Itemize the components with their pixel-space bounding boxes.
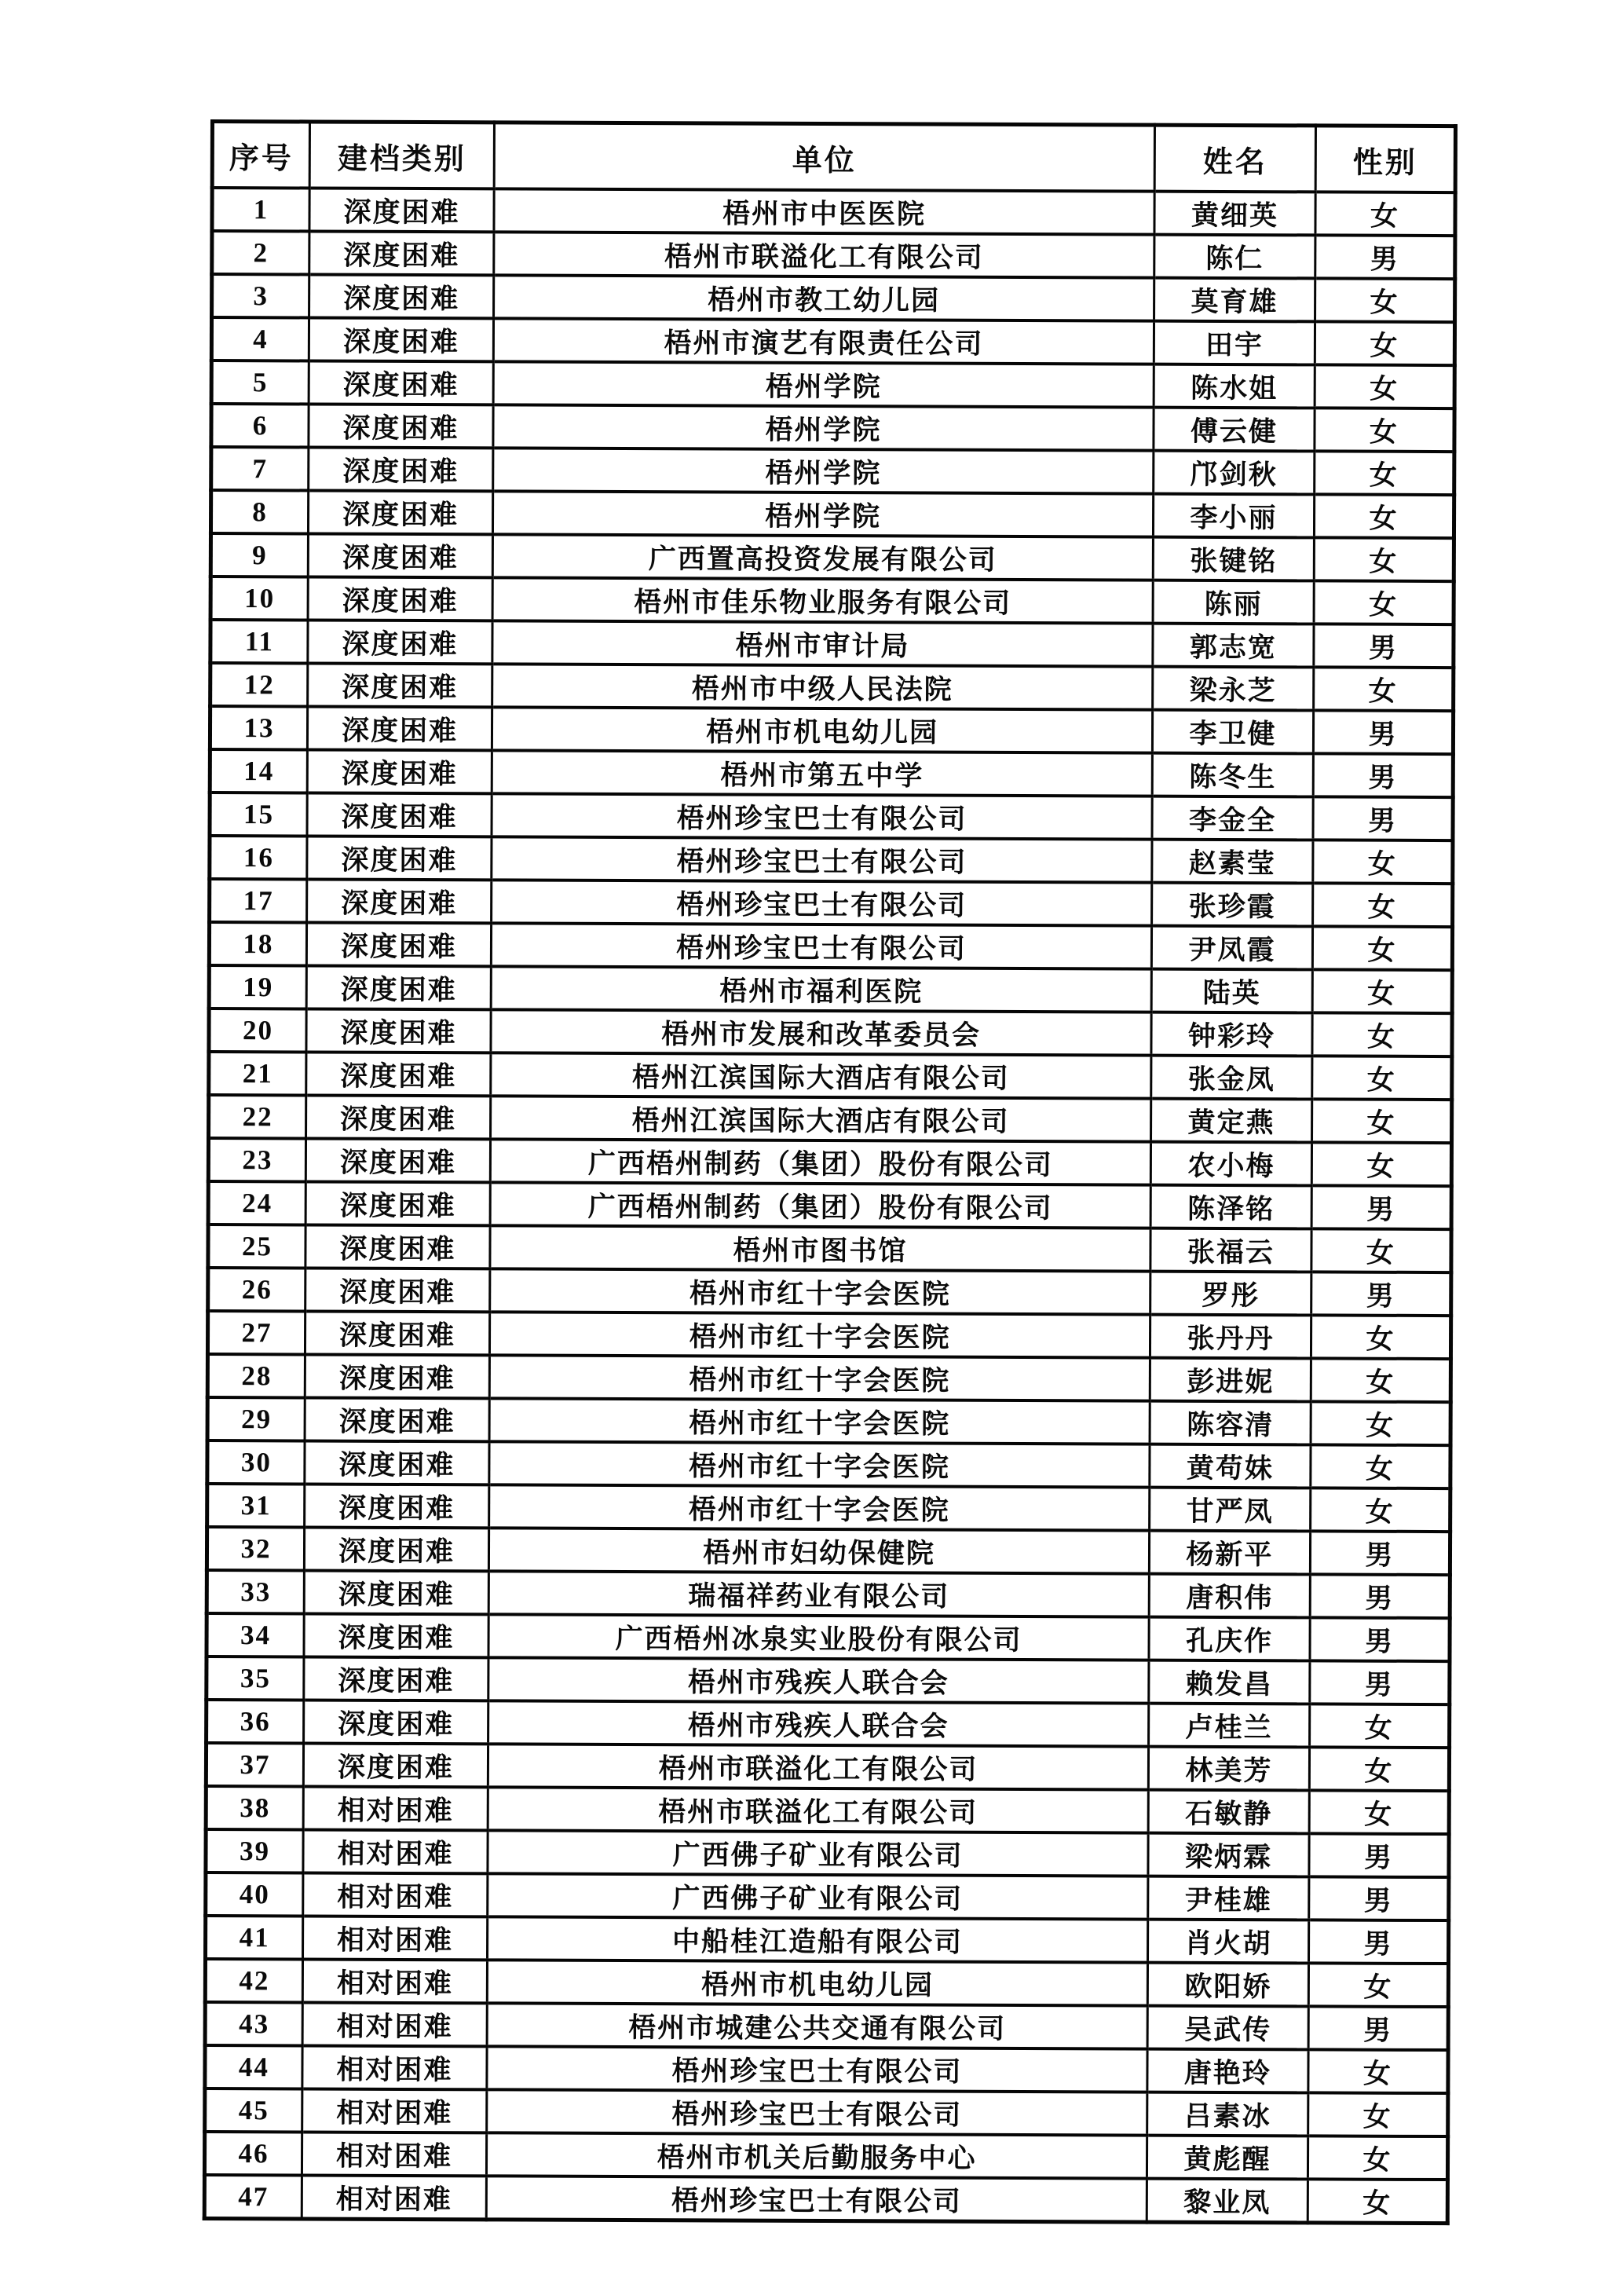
- cell-index: 29: [207, 1397, 305, 1441]
- cell-unit: 梧州珍宝巴士有限公司: [492, 880, 1152, 925]
- cell-gender: 女: [1311, 1401, 1450, 1445]
- cell-index: 18: [209, 922, 306, 965]
- cell-unit: 梧州市联溢化工有限公司: [488, 1744, 1148, 1789]
- cell-unit: 梧州市红十字会医院: [489, 1398, 1150, 1444]
- cell-unit: 梧州市妇幼保健院: [488, 1528, 1149, 1573]
- cell-category: 深度困难: [307, 836, 492, 880]
- cell-gender: 男: [1310, 1660, 1450, 1704]
- cell-unit: 梧州市福利医院: [491, 966, 1151, 1012]
- cell-index: 34: [207, 1613, 304, 1656]
- table-row: [205, 2002, 1448, 2050]
- table-row: [210, 533, 1454, 581]
- cell-unit: 梧州市红十字会医院: [490, 1268, 1150, 1314]
- cell-category: 深度困难: [306, 965, 491, 1009]
- table-row: [210, 620, 1454, 668]
- cell-category: 深度困难: [304, 1656, 488, 1700]
- cell-index: 23: [208, 1138, 305, 1181]
- table-row: [206, 1743, 1449, 1791]
- cell-gender: 女: [1311, 1315, 1450, 1359]
- cell-unit: 梧州珍宝巴士有限公司: [491, 923, 1151, 968]
- cell-gender: 女: [1311, 1444, 1450, 1488]
- cell-index: 31: [207, 1484, 305, 1527]
- table-row: [206, 1916, 1449, 1964]
- cell-gender: 男: [1310, 1574, 1450, 1618]
- cell-unit: 梧州市红十字会医院: [489, 1355, 1150, 1400]
- table-row: [211, 317, 1454, 365]
- cell-index: 25: [208, 1225, 305, 1268]
- cell-unit: 梧州市中医医院: [494, 189, 1154, 234]
- cell-index: 1: [212, 188, 309, 231]
- cell-name: 欧阳娇: [1147, 1963, 1308, 2007]
- cell-index: 4: [211, 317, 309, 361]
- cell-name: 卢桂兰: [1149, 1704, 1310, 1748]
- cell-unit: 梧州市残疾人联合会: [488, 1700, 1149, 1746]
- cell-category: 深度困难: [307, 793, 492, 836]
- table-row: [207, 1311, 1450, 1359]
- table-row: [207, 1656, 1450, 1704]
- table-row: [205, 2045, 1448, 2093]
- cell-unit: 梧州市红十字会医院: [489, 1484, 1150, 1530]
- cell-category: 相对困难: [302, 1959, 487, 2003]
- cell-index: 14: [210, 749, 307, 793]
- records-table: [203, 119, 1458, 2225]
- cell-category: 深度困难: [305, 1441, 489, 1484]
- table-row: [208, 1181, 1451, 1229]
- cell-unit: 梧州市教工幼儿园: [494, 275, 1154, 320]
- cell-name: 陈冬生: [1152, 753, 1313, 797]
- cell-category: 相对困难: [303, 1872, 488, 1916]
- cell-unit: 梧州市中级人民法院: [492, 664, 1153, 709]
- cell-unit: 梧州市佳乐物业服务有限公司: [492, 577, 1153, 623]
- table-row: [209, 1052, 1452, 1100]
- cell-index: 7: [211, 447, 309, 490]
- cell-unit: 梧州珍宝巴士有限公司: [492, 836, 1152, 882]
- column-header-gender: 性别: [1315, 126, 1455, 192]
- cell-unit: 梧州市机电幼儿园: [492, 707, 1152, 752]
- cell-name: 李卫健: [1152, 710, 1313, 754]
- cell-name: 张福云: [1150, 1228, 1311, 1272]
- cell-unit: 梧州市红十字会医院: [489, 1441, 1150, 1487]
- cell-index: 42: [205, 1959, 302, 2002]
- cell-index: 41: [206, 1916, 303, 1959]
- cell-name: 张键铭: [1153, 537, 1314, 581]
- cell-unit: 梧州学院: [492, 491, 1153, 536]
- cell-name: 郭志宽: [1153, 624, 1314, 668]
- cell-category: 深度困难: [308, 620, 492, 664]
- cell-gender: 女: [1312, 969, 1452, 1013]
- cell-name: 尹桂雄: [1148, 1876, 1309, 1920]
- cell-gender: 女: [1312, 1012, 1452, 1056]
- cell-index: 40: [206, 1872, 303, 1916]
- cell-gender: 女: [1308, 2136, 1447, 2180]
- cell-unit: 中船桂江造船有限公司: [488, 1916, 1148, 1962]
- cell-name: 张金凤: [1151, 1056, 1312, 1100]
- table-row: [206, 1872, 1449, 1920]
- cell-gender: 女: [1311, 1358, 1450, 1402]
- cell-gender: 男: [1311, 1185, 1451, 1229]
- cell-index: 36: [207, 1700, 304, 1743]
- table-row: [207, 1397, 1450, 1445]
- cell-name: 赵素莹: [1152, 840, 1313, 884]
- cell-category: 深度困难: [309, 317, 493, 361]
- cell-unit: 广西梧州制药（集团）股份有限公司: [490, 1139, 1150, 1184]
- cell-unit: 梧州珍宝巴士有限公司: [492, 793, 1152, 839]
- cell-category: 深度困难: [305, 1268, 490, 1312]
- table-row: [208, 1138, 1451, 1186]
- cell-category: 深度困难: [309, 231, 494, 275]
- cell-name: 石敏静: [1148, 1790, 1309, 1834]
- cell-name: 黄彪醒: [1147, 2136, 1308, 2180]
- cell-gender: 女: [1312, 1056, 1452, 1100]
- table-row: [210, 663, 1454, 711]
- cell-unit: 梧州市机电幼儿园: [487, 1960, 1147, 2005]
- cell-name: 李小丽: [1153, 494, 1314, 538]
- cell-gender: 女: [1311, 1228, 1451, 1272]
- table-row: [207, 1354, 1450, 1402]
- cell-name: 陆英: [1151, 969, 1312, 1013]
- cell-gender: 男: [1308, 2006, 1448, 2050]
- cell-index: 35: [207, 1656, 304, 1700]
- cell-gender: 女: [1308, 1963, 1448, 2007]
- table-row: [212, 231, 1455, 279]
- cell-gender: 女: [1312, 926, 1452, 970]
- cell-unit: 梧州江滨国际大酒店有限公司: [491, 1096, 1151, 1141]
- cell-unit: 梧州市发展和改革委员会: [491, 1009, 1151, 1055]
- table-row: [208, 1225, 1451, 1272]
- cell-name: 黄细英: [1154, 192, 1315, 236]
- cell-name: 唐积伟: [1149, 1574, 1310, 1618]
- table-row: [210, 706, 1453, 754]
- cell-gender: 女: [1308, 2092, 1448, 2136]
- cell-category: 深度困难: [305, 1181, 490, 1225]
- cell-unit: 梧州市审计局: [492, 621, 1153, 666]
- table-row: [207, 1700, 1450, 1748]
- cell-index: 20: [209, 1009, 306, 1052]
- cell-name: 陈丽: [1153, 580, 1314, 624]
- table-row: [207, 1484, 1450, 1532]
- cell-gender: 女: [1311, 1142, 1451, 1186]
- cell-unit: 梧州市第五中学: [492, 750, 1152, 796]
- cell-gender: 男: [1313, 796, 1453, 840]
- cell-name: 陈水姐: [1154, 364, 1315, 408]
- cell-gender: 女: [1315, 364, 1454, 408]
- table-row: [211, 404, 1454, 452]
- cell-index: 15: [210, 793, 307, 836]
- column-header-name: 姓名: [1154, 125, 1315, 192]
- cell-name: 甘严凤: [1150, 1488, 1311, 1532]
- cell-category: 深度困难: [308, 577, 492, 621]
- cell-name: 农小梅: [1150, 1142, 1311, 1186]
- cell-category: 深度困难: [309, 447, 493, 491]
- table-body: [204, 188, 1455, 2224]
- cell-index: 8: [210, 490, 308, 533]
- cell-unit: 梧州学院: [493, 448, 1154, 493]
- cell-category: 深度困难: [306, 1009, 491, 1052]
- cell-gender: 男: [1309, 1833, 1449, 1877]
- cell-category: 深度困难: [305, 1397, 489, 1441]
- cell-index: 22: [209, 1095, 306, 1138]
- cell-name: 张丹丹: [1150, 1315, 1311, 1359]
- cell-unit: 广西佛子矿业有限公司: [488, 1873, 1148, 1919]
- column-header-category: 建档类别: [309, 122, 494, 189]
- column-header-index: 序号: [212, 122, 309, 189]
- table-row: [211, 447, 1454, 495]
- cell-gender: 女: [1313, 883, 1453, 927]
- cell-name: 彭进妮: [1150, 1358, 1311, 1402]
- cell-category: 深度困难: [304, 1570, 488, 1614]
- cell-name: 杨新平: [1149, 1531, 1310, 1575]
- cell-category: 深度困难: [305, 1138, 490, 1182]
- cell-category: 深度困难: [309, 274, 494, 318]
- cell-category: 相对困难: [302, 2175, 486, 2219]
- cell-unit: 梧州学院: [493, 361, 1154, 407]
- cell-category: 深度困难: [307, 879, 492, 923]
- cell-unit: 梧州珍宝巴士有限公司: [487, 2046, 1147, 2092]
- table-row: [207, 1570, 1450, 1618]
- cell-name: 吕素冰: [1147, 2092, 1308, 2136]
- cell-gender: 女: [1313, 840, 1453, 884]
- table-row: [210, 793, 1453, 840]
- cell-category: 深度困难: [305, 1311, 489, 1355]
- table-row: [207, 1527, 1450, 1575]
- cell-name: 赖发昌: [1149, 1660, 1310, 1704]
- table-row: [205, 1959, 1448, 2007]
- cell-index: 16: [210, 836, 307, 879]
- cell-name: 陈泽铭: [1150, 1185, 1311, 1229]
- cell-name: 傅云健: [1154, 408, 1315, 452]
- cell-name: 黄苟妹: [1150, 1444, 1311, 1488]
- table-row: [209, 1095, 1452, 1143]
- cell-index: 21: [209, 1052, 306, 1095]
- cell-name: 黄定燕: [1151, 1099, 1312, 1143]
- cell-name: 莫育雄: [1154, 278, 1315, 322]
- cell-name: 罗彤: [1150, 1272, 1311, 1316]
- cell-gender: 女: [1315, 278, 1455, 322]
- cell-category: 深度困难: [306, 1052, 491, 1096]
- cell-index: 9: [210, 533, 308, 577]
- table-row: [212, 188, 1455, 236]
- cell-unit: 广西佛子矿业有限公司: [488, 1830, 1148, 1876]
- cell-gender: 女: [1315, 192, 1455, 236]
- cell-category: 深度困难: [308, 663, 492, 707]
- table-row: [209, 922, 1452, 970]
- cell-index: 28: [207, 1354, 305, 1397]
- cell-index: 38: [206, 1786, 303, 1829]
- cell-name: 林美芳: [1148, 1747, 1309, 1791]
- cell-index: 12: [210, 663, 308, 706]
- cell-gender: 女: [1309, 1747, 1449, 1791]
- table-row: [207, 1613, 1450, 1661]
- cell-index: 43: [205, 2002, 302, 2045]
- cell-category: 深度困难: [309, 404, 493, 448]
- cell-gender: 女: [1314, 494, 1454, 538]
- cell-category: 深度困难: [305, 1225, 490, 1268]
- table-row: [209, 965, 1452, 1013]
- cell-index: 27: [207, 1311, 305, 1354]
- column-header-unit: 单位: [494, 123, 1154, 192]
- cell-gender: 男: [1310, 1531, 1450, 1575]
- cell-name: 陈仁: [1154, 235, 1315, 279]
- table-row: [210, 490, 1454, 538]
- cell-index: 33: [207, 1570, 304, 1613]
- table-row: [208, 1268, 1451, 1316]
- cell-name: 张珍霞: [1152, 883, 1313, 927]
- cell-unit: 梧州市联溢化工有限公司: [494, 232, 1154, 277]
- cell-name: 黎业凤: [1147, 2179, 1308, 2223]
- cell-index: 37: [206, 1743, 303, 1786]
- cell-name: 钟彩玲: [1151, 1012, 1312, 1056]
- cell-index: 13: [210, 706, 307, 749]
- cell-unit: 广西梧州冰泉实业股份有限公司: [488, 1614, 1149, 1660]
- cell-index: 45: [205, 2088, 302, 2132]
- cell-gender: 男: [1315, 235, 1455, 279]
- cell-gender: 男: [1309, 1876, 1449, 1920]
- cell-index: 6: [211, 404, 309, 447]
- cell-unit: 梧州学院: [493, 405, 1154, 450]
- cell-index: 47: [204, 2175, 302, 2219]
- cell-category: 深度困难: [305, 1484, 489, 1528]
- cell-gender: 男: [1308, 1920, 1448, 1964]
- cell-name: 吴武传: [1147, 2006, 1308, 2050]
- cell-name: 梁永芝: [1153, 667, 1314, 711]
- cell-gender: 女: [1312, 1099, 1452, 1143]
- cell-category: 相对困难: [303, 1916, 488, 1960]
- cell-unit: 梧州市图书馆: [490, 1225, 1150, 1271]
- cell-gender: 女: [1311, 1488, 1450, 1532]
- cell-index: 3: [212, 274, 309, 317]
- cell-gender: 女: [1315, 451, 1454, 495]
- cell-gender: 女: [1315, 321, 1454, 365]
- cell-category: 深度困难: [309, 188, 494, 232]
- cell-unit: 梧州江滨国际大酒店有限公司: [491, 1052, 1151, 1098]
- cell-gender: 女: [1315, 408, 1454, 452]
- cell-category: 深度困难: [309, 361, 493, 405]
- cell-gender: 女: [1314, 580, 1454, 624]
- cell-gender: 女: [1308, 2179, 1447, 2223]
- cell-category: 深度困难: [303, 1743, 488, 1787]
- cell-name: 唐艳玲: [1147, 2049, 1308, 2093]
- cell-index: 26: [208, 1268, 305, 1311]
- cell-category: 相对困难: [302, 2088, 487, 2132]
- cell-gender: 男: [1313, 753, 1453, 797]
- cell-gender: 男: [1313, 710, 1453, 754]
- cell-index: 5: [211, 361, 309, 404]
- table-row: [209, 1009, 1452, 1056]
- cell-category: 相对困难: [302, 2002, 487, 2046]
- cell-unit: 梧州市红十字会医院: [489, 1312, 1150, 1357]
- cell-gender: 女: [1314, 667, 1454, 711]
- table-header-row: [212, 122, 1455, 193]
- cell-unit: 梧州珍宝巴士有限公司: [487, 2089, 1147, 2135]
- cell-index: 19: [209, 965, 306, 1009]
- cell-index: 44: [205, 2045, 302, 2088]
- table-row: [204, 2132, 1447, 2180]
- cell-gender: 男: [1310, 1617, 1450, 1661]
- cell-index: 17: [210, 879, 307, 922]
- table-row: [210, 749, 1453, 797]
- table-row: [205, 2088, 1448, 2136]
- cell-name: 孔庆作: [1149, 1617, 1310, 1661]
- cell-category: 相对困难: [302, 2045, 487, 2089]
- cell-index: 24: [208, 1181, 305, 1225]
- table-row: [206, 1829, 1449, 1877]
- cell-name: 尹凤霞: [1151, 926, 1312, 970]
- cell-unit: 梧州珍宝巴士有限公司: [486, 2176, 1147, 2222]
- cell-category: 深度困难: [308, 490, 492, 534]
- table-row: [212, 274, 1455, 322]
- cell-name: 肖火胡: [1147, 1920, 1308, 1964]
- cell-gender: 女: [1314, 537, 1454, 581]
- cell-category: 深度困难: [306, 922, 491, 966]
- cell-name: 陈容清: [1150, 1401, 1311, 1445]
- cell-name: 邝剑秋: [1154, 451, 1315, 495]
- cell-category: 深度困难: [308, 533, 492, 577]
- cell-category: 相对困难: [302, 2132, 486, 2176]
- cell-gender: 男: [1314, 624, 1454, 668]
- table-row: [211, 361, 1454, 408]
- cell-category: 深度困难: [307, 706, 492, 750]
- cell-name: 李金全: [1152, 796, 1313, 840]
- cell-index: 2: [212, 231, 309, 274]
- cell-index: 46: [204, 2132, 302, 2175]
- table-row: [207, 1441, 1450, 1488]
- cell-index: 32: [207, 1527, 304, 1570]
- cell-unit: 梧州市残疾人联合会: [488, 1657, 1149, 1703]
- cell-index: 39: [206, 1829, 303, 1872]
- cell-index: 10: [210, 577, 308, 620]
- cell-unit: 广西梧州制药（集团）股份有限公司: [490, 1182, 1150, 1228]
- cell-category: 深度困难: [304, 1700, 488, 1744]
- table-row: [204, 2175, 1447, 2224]
- cell-unit: 梧州市城建公共交通有限公司: [487, 2003, 1147, 2048]
- cell-unit: 广西置高投资发展有限公司: [492, 534, 1153, 580]
- cell-name: 梁炳霖: [1148, 1833, 1309, 1877]
- cell-category: 深度困难: [305, 1354, 489, 1398]
- cell-category: 深度困难: [304, 1527, 488, 1571]
- cell-gender: 女: [1310, 1704, 1450, 1748]
- cell-category: 相对困难: [303, 1829, 488, 1873]
- table-row: [206, 1786, 1449, 1834]
- cell-unit: 梧州市演艺有限责任公司: [493, 318, 1154, 364]
- table-row: [210, 577, 1454, 624]
- cell-unit: 梧州市联溢化工有限公司: [488, 1787, 1148, 1832]
- cell-unit: 梧州市机关后勤服务中心: [486, 2132, 1147, 2178]
- cell-gender: 女: [1308, 2049, 1448, 2093]
- cell-category: 深度困难: [307, 749, 492, 793]
- cell-category: 相对困难: [303, 1786, 488, 1830]
- cell-unit: 瑞福祥药业有限公司: [488, 1571, 1149, 1616]
- cell-gender: 男: [1311, 1272, 1451, 1316]
- table-row: [210, 879, 1453, 927]
- cell-index: 30: [207, 1441, 305, 1484]
- cell-category: 深度困难: [306, 1095, 491, 1139]
- cell-gender: 女: [1309, 1790, 1449, 1834]
- cell-category: 深度困难: [304, 1613, 488, 1657]
- cell-name: 田宇: [1154, 321, 1315, 365]
- cell-index: 11: [210, 620, 308, 663]
- table-row: [210, 836, 1453, 884]
